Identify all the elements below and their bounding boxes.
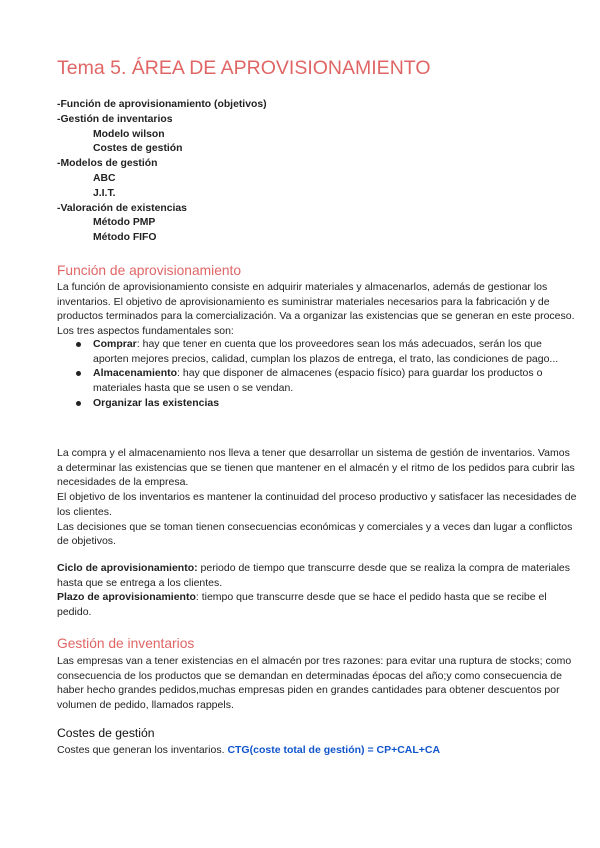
table-of-contents [57,98,267,246]
bullet-term: Comprar [93,338,137,350]
costes-paragraph [57,743,577,758]
definition-ciclo [57,561,577,590]
bullet-text: : hay que disponer de almacenes (espacio físico) para guardar los productos o materiales hasta que se usen o se vendan. [93,367,543,395]
costes-formula: CTG(coste total de gestión) = CP+CAL+CA [227,744,441,756]
list-item [57,337,577,366]
section-heading-costes: Costes de gestión [57,726,155,740]
toc-item: Método FIFO [93,232,157,244]
definition-text: : tiempo que transcurre desde que se hace el pedido hasta que se recibe el pedido. [57,591,547,619]
list-item [57,396,577,411]
toc-item: Costes de gestión [93,143,183,155]
toc-item: -Gestión de inventarios [57,113,173,125]
bullet-dot-icon [76,401,81,406]
bullet-dot-icon [76,342,81,347]
definition-term: Ciclo de aprovisionamiento: [57,562,198,574]
toc-item: -Valoración de existencias [57,202,187,214]
bullet-dot-icon [76,371,81,376]
toc-item: Modelo wilson [93,128,165,140]
paragraph-line: Las decisiones que se toman tienen consecuencias económicas y comerciales y a veces dan lugar a conflictos de objetivos. [57,520,573,548]
document-title: Tema 5. ÁREA DE APROVISIONAMIENTO [57,57,431,79]
section-gestion-paragraph: Las empresas van a tener existencias en el almacén por tres razones: para evitar una ruptura de stocks; como consecuencia de los productos que se demandan en determinadas épocas del año;y como consecuencia de haber hecho grandes pedidos,muchas empresas piden en grandes cantidades para obtener descuentos por volumen de pedido, llamados rappels. [57,655,572,712]
bullet-list [57,337,577,411]
toc-item: J.I.T. [93,187,116,199]
costes-text: Costes que generan los inventarios. [57,744,228,756]
section-intro-paragraph: La función de aprovisionamiento consiste en adquirir materiales y almacenarlos, además de gestionar los inventarios. El objetivo de aprovisionamiento es suministrar materiales necesarios para la fabricación y de productos terminados para la comercialización. Va a organizar las existencias que se generan en este proceso. Los tres aspectos fundamentales son: [57,281,575,338]
paragraph-line: El objetivo de los inventarios es mantener la continuidad del proceso productivo y satisfacer las necesidades de los clientes. [57,491,577,518]
paragraph-line: La compra y el almacenamiento nos lleva a tener que desarrollar un sistema de gestión de inventarios. Vamos a determinar las existencias que se tienen que mantener en el almacén y el ritmo de los pedidos para cubrir las necesidades de la empresa. [57,447,575,489]
definitions-paragraph [57,561,577,620]
toc-item: -Función de aprovisionamiento (objetivos) [57,99,267,110]
list-item [57,366,577,395]
toc-item: Método PMP [93,217,156,229]
definition-text: periodo de tiempo que transcurre desde que se realiza la compra de materiales hasta que se entrega a los clientes. [57,562,570,589]
toc-item: -Modelos de gestión [57,158,158,170]
bullet-term: Almacenamiento [93,367,178,380]
section-heading-funcion: Función de aprovisionamiento [57,263,242,278]
definition-plazo [57,590,577,619]
bullet-term: Organizar las existencias [93,396,220,409]
definition-term: Plazo de aprovisionamiento [57,591,196,604]
inventory-paragraph [57,446,577,549]
bullet-text: : hay que tener en cuenta que los proveedores sean los más adecuados, serán los que aporten mejores precios, calidad, cumplan los plazos de entrega, el trato, las condiciones de pago... [93,338,559,365]
toc-item: ABC [93,172,116,184]
section-heading-gestion: Gestión de inventarios [57,636,195,651]
